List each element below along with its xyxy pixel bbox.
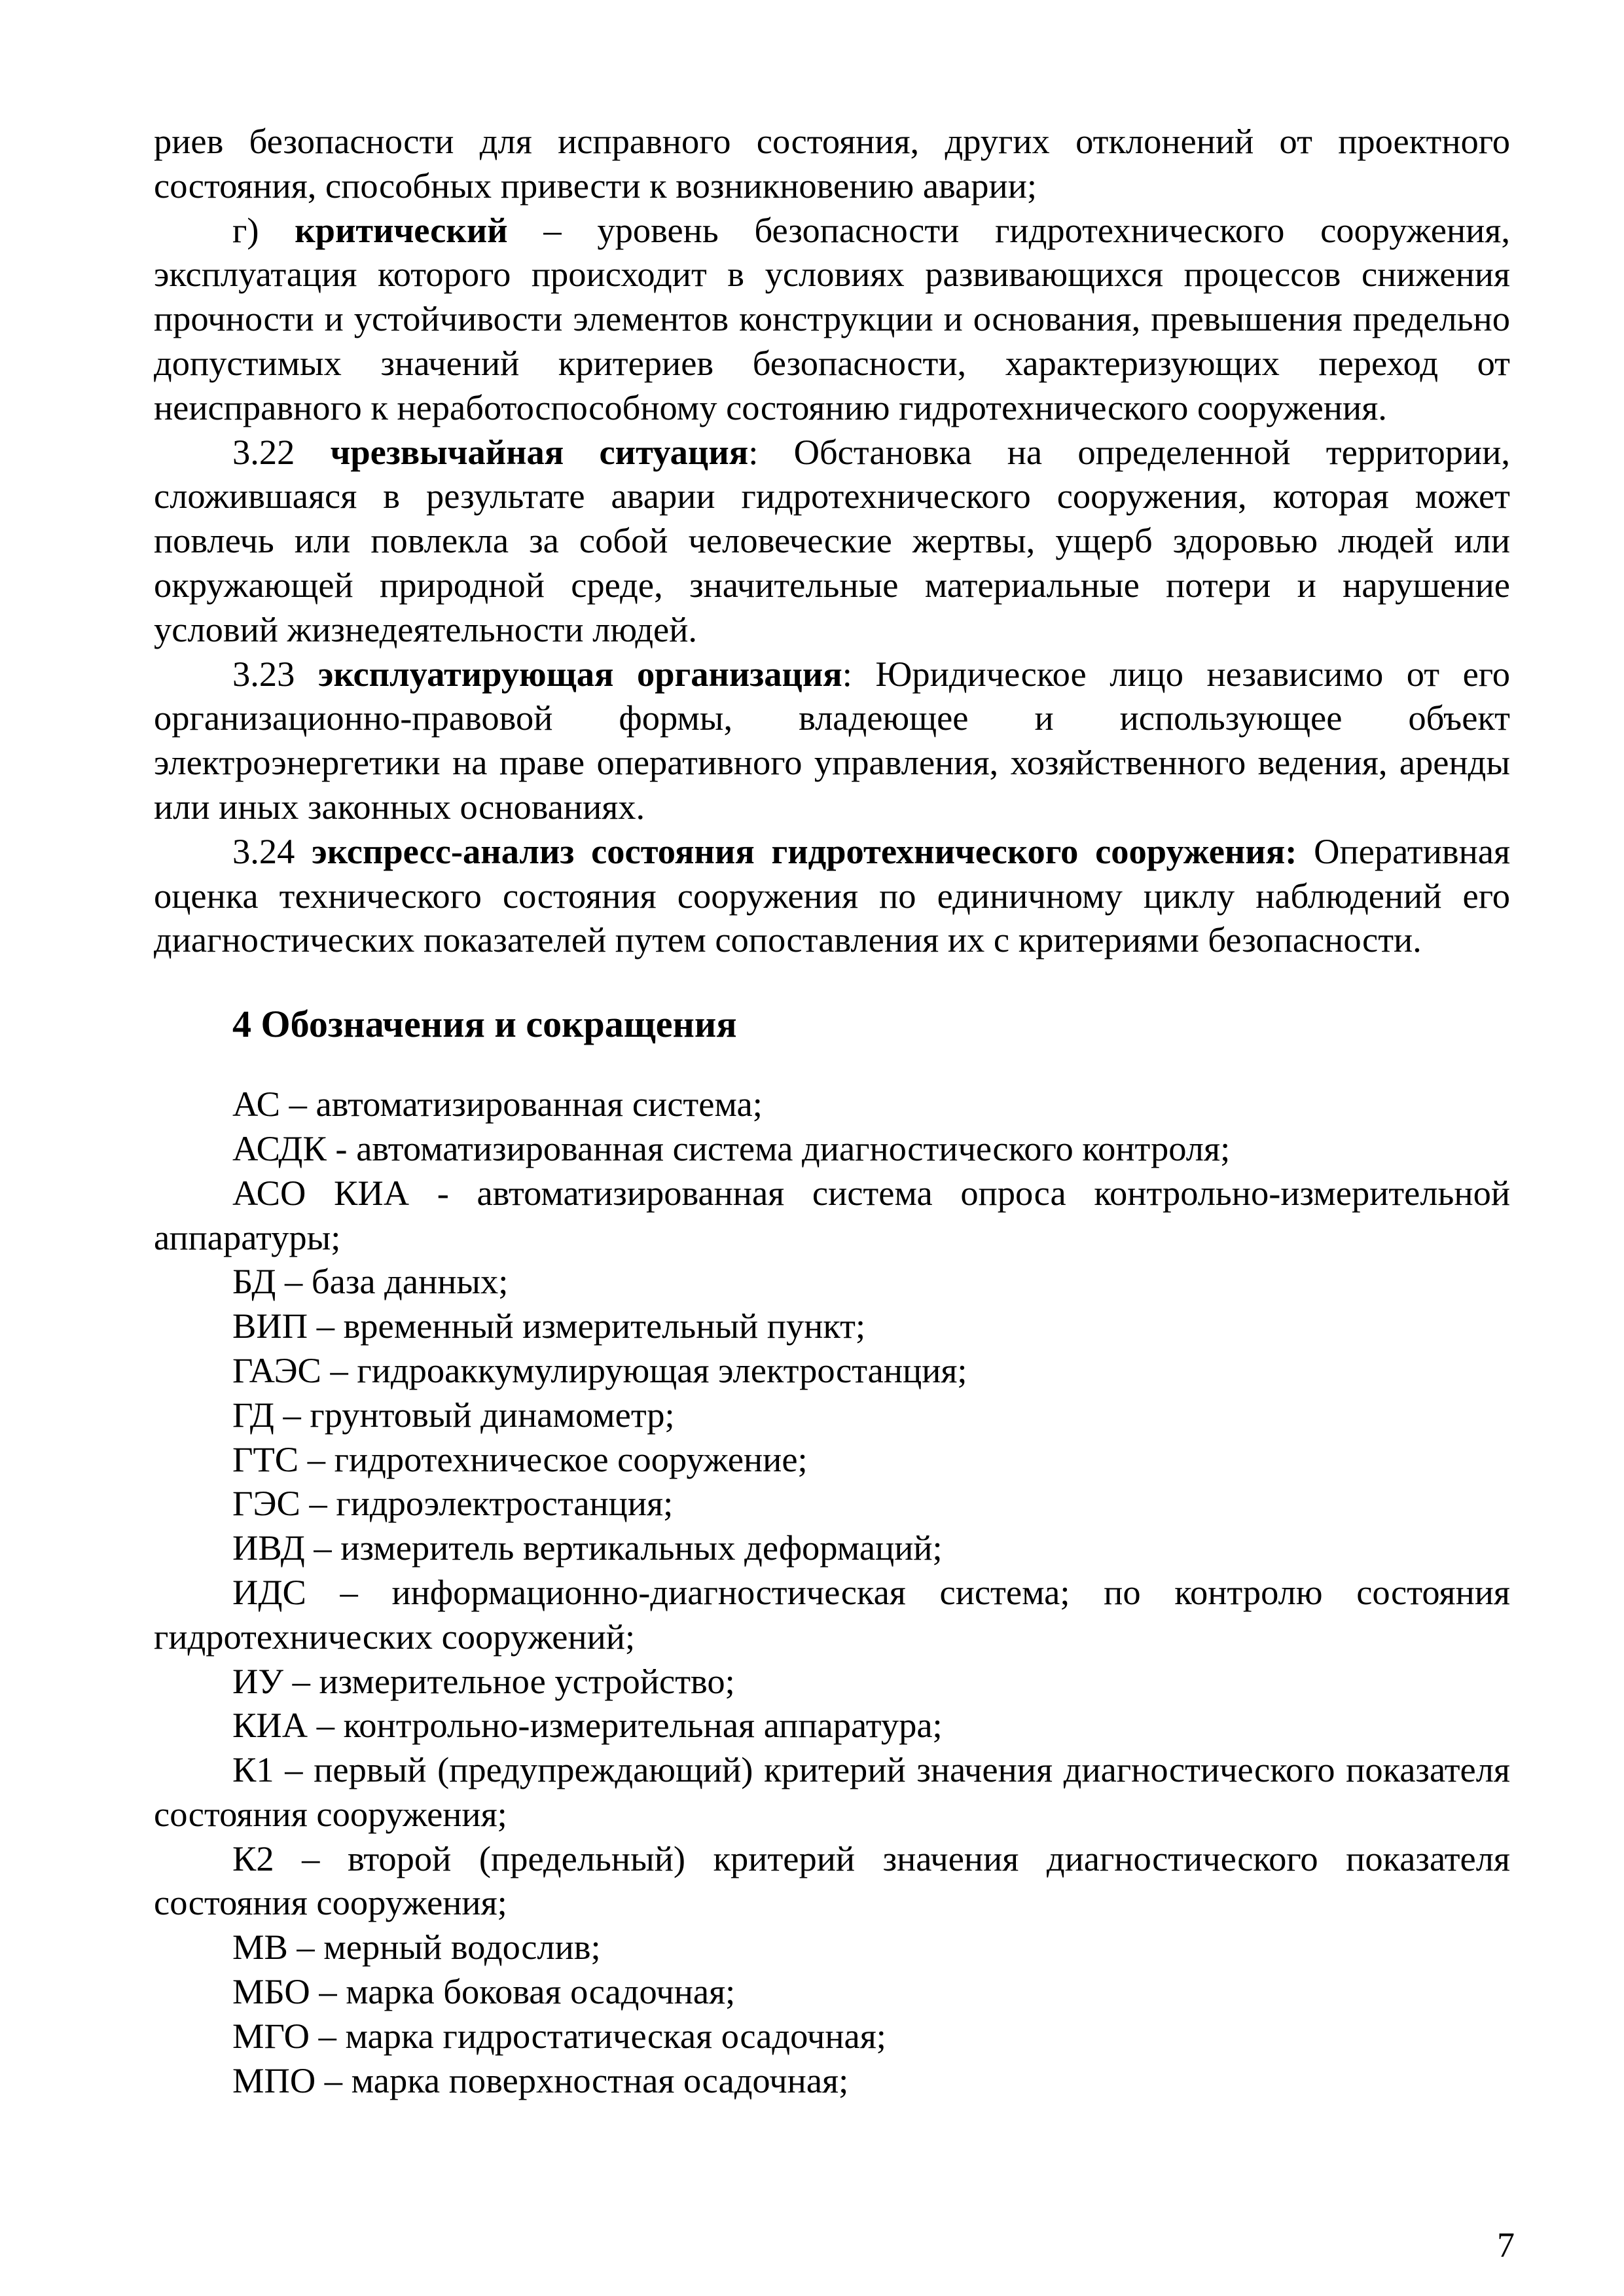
abbreviation-item: АСО КИА - автоматизированная система опроса контрольно-измерительной аппаратуры;: [154, 1172, 1510, 1257]
definition-term: экспресс-анализ состояния гидротехнического сооружения:: [312, 831, 1297, 871]
abbreviation-item: ГД – грунтовый динамометр;: [232, 1394, 675, 1435]
definition-text: : Юридическое лицо независимо от его организационно-правовой формы, владеющее и использующее объект электроэнергетики на праве оперативного управления, хозяйственного ведения, аренды или иных законных основаниях.: [154, 653, 1511, 827]
definition-text: Оперативная оценка технического состояния сооружения по единичному циклу наблюдений его диагностических показателей путем сопоставления их с критериями безопасности.: [154, 831, 1511, 960]
abbreviations-list: [154, 1082, 1510, 2102]
abbreviation-item: ГАЭС – гидроаккумулирующая электростанция;: [232, 1350, 967, 1390]
definition-3-22: [154, 430, 1510, 652]
definition-number: 3.22: [232, 431, 331, 472]
definition-3-23: [154, 652, 1510, 829]
definition-number: 3.23: [232, 653, 318, 694]
definition-number: 3.24: [232, 831, 312, 871]
definition-3-24: [154, 829, 1510, 962]
safety-level-critical-item: [154, 208, 1510, 430]
abbreviation-item: МПО – марка поверхностная осадочная;: [232, 2060, 849, 2100]
abbreviation-item: ИДС – информационно-диагностическая система; по контролю состояния гидротехнических сооружений;: [154, 1571, 1510, 1657]
continuation-paragraph: риев безопасности для исправного состояния, других отклонений от проектного состояния, способных привести к возникновению аварии;: [154, 121, 1510, 206]
abbreviation-item: ИУ – измерительное устройство;: [232, 1660, 735, 1701]
abbreviation-item: КИА – контрольно-измерительная аппаратура;: [232, 1705, 943, 1746]
abbreviation-item: АС – автоматизированная система;: [232, 1084, 763, 1124]
abbreviation-item: К1 – первый (предупреждающий) критерий значения диагностического показателя состояния сооружения;: [154, 1749, 1510, 1834]
definition-term: эксплуатирующая организация: [317, 653, 842, 694]
abbreviation-item: ВИП – временный измерительный пункт;: [232, 1306, 866, 1346]
abbreviation-item: МГО – марка гидростатическая осадочная;: [232, 2015, 886, 2056]
abbreviation-item: ГЭС – гидроэлектростанция;: [232, 1483, 674, 1524]
abbreviation-item: МВ – мерный водослив;: [232, 1927, 601, 1967]
abbreviation-item: К2 – второй (предельный) критерий значения диагностического показателя состояния сооружения;: [154, 1838, 1510, 1923]
abbreviation-item: АСДК - автоматизированная система диагностического контроля;: [232, 1128, 1231, 1168]
section-heading: 4 Обозначения и сокращения: [232, 1003, 737, 1046]
abbreviation-item: БД – база данных;: [232, 1261, 509, 1302]
abbreviation-item: МБО – марка боковая осадочная;: [232, 1971, 736, 2012]
definition-text: : Обстановка на определенной территории, сложившаяся в результате аварии гидротехнического сооружения, которая может повлечь или повлекла за собой человеческие жертвы, ущерб здоровью людей или окружающей природной среде, значительные материальные потери и нарушение условий жизнедеятельности людей.: [154, 431, 1510, 649]
abbreviation-item: ГТС – гидротехническое сооружение;: [232, 1439, 808, 1479]
item-term: критический: [295, 209, 508, 250]
definition-term: чрезвычайная ситуация: [330, 431, 749, 472]
page-number: 7: [1497, 2225, 1515, 2265]
item-prefix: г): [232, 209, 295, 250]
abbreviation-item: ИВД – измеритель вертикальных деформаций;: [232, 1528, 943, 1568]
item-text: – уровень безопасности гидротехнического сооружения, эксплуатация которого происходит в условиях развивающихся процессов снижения прочности и устойчивости элементов конструкции и основания, превышения предельно допустимых значений критериев безопасности, характеризующих переход от неисправного к неработоспособному состоянию гидротехнического сооружения.: [154, 209, 1510, 427]
document-page: [154, 119, 1510, 2102]
